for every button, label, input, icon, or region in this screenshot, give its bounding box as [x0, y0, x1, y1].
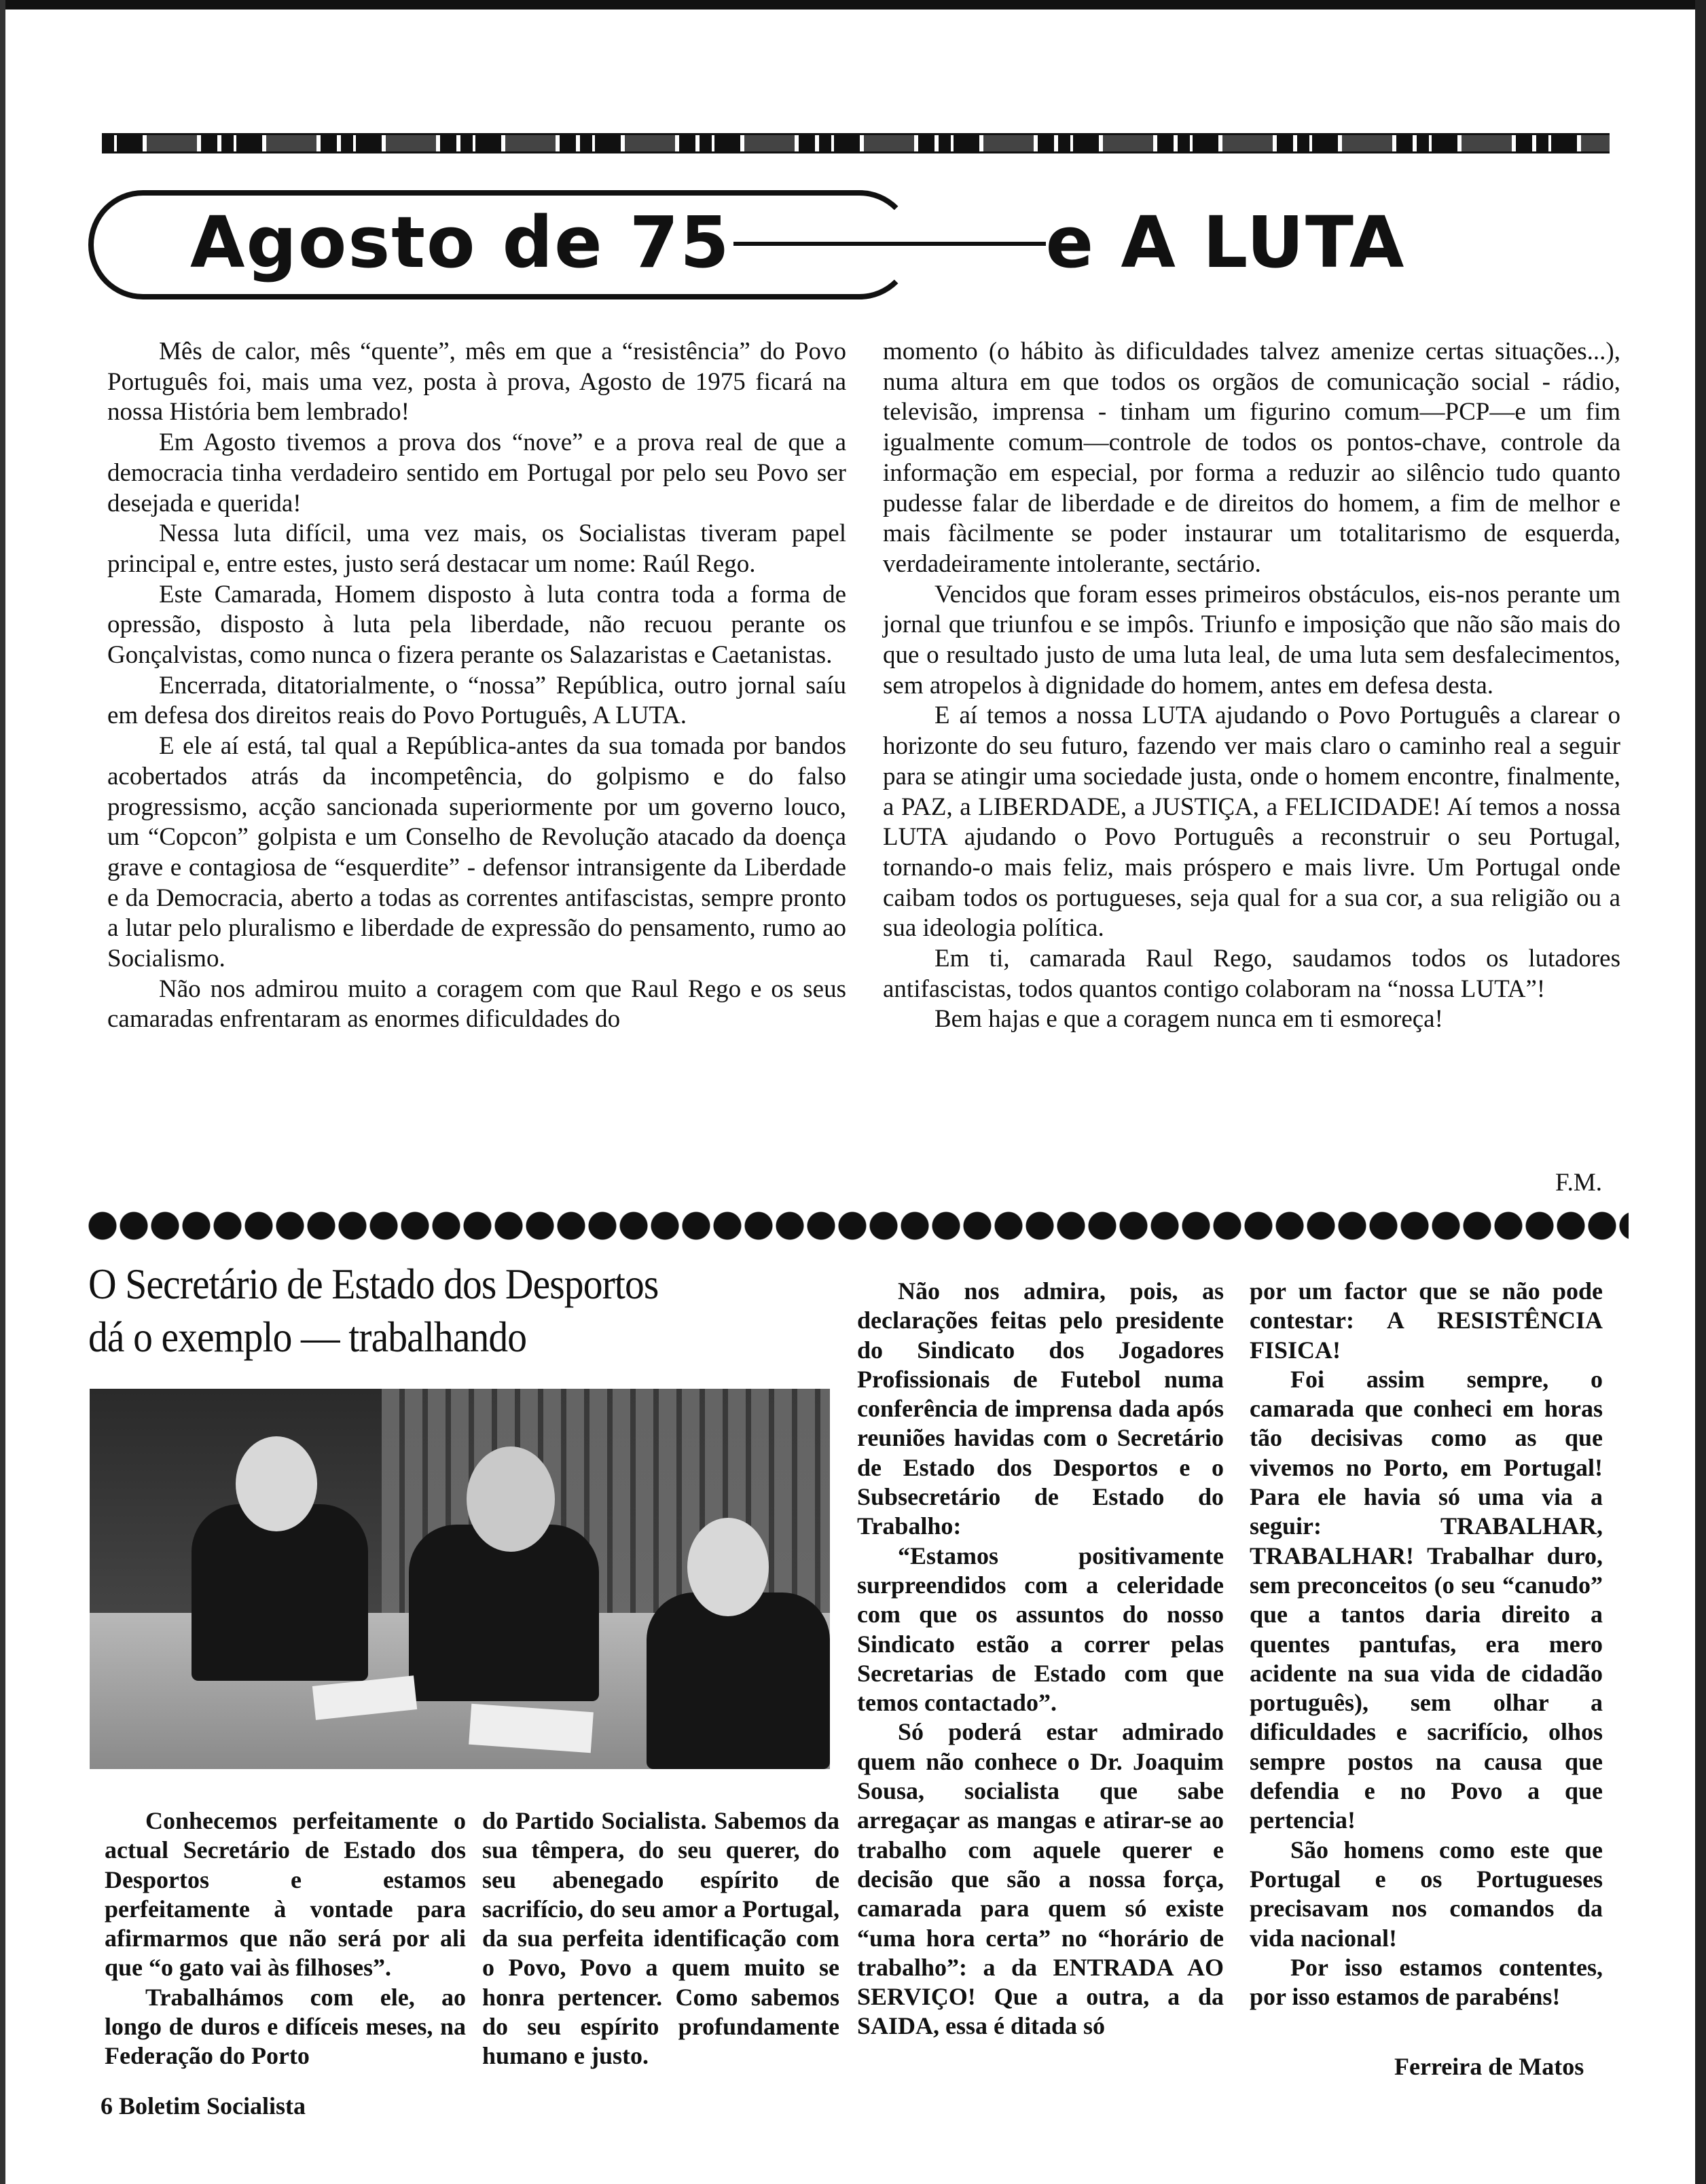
- article2-title-line2: dá o exemplo — trabalhando: [88, 1313, 527, 1361]
- meeting-photo: [90, 1389, 830, 1769]
- paragraph: Encerrada, ditatorialmente, o “nossa” República, outro jornal saíu em defesa dos direitos reais do Povo Português, A LUTA.: [107, 671, 846, 730]
- paragraph: Vencidos que foram esses primeiros obstáculos, eis-nos perante um jornal que triunfou e se impôs. Triunfo e imposição que não são mais do que o resultado justo de uma luta leal, de uma luta sem desfalecimentos, sem atropelos à dignidade do homem, antes em defesa desta.: [883, 580, 1620, 699]
- page-top-border: [0, 0, 1706, 10]
- title-part1: Agosto de 75: [190, 201, 731, 284]
- photo-person-head: [467, 1446, 555, 1552]
- paragraph: Em ti, camarada Raul Rego, saudamos todos os lutadores antifascistas, todos quantos contigo colaboram na “nossa LUTA”!: [883, 945, 1620, 1003]
- article1-headline: [88, 182, 1406, 297]
- article2-signature: Ferreira de Matos: [1394, 2053, 1584, 2080]
- paragraph: E ele aí está, tal qual a República-antes da sua tomada por bandos acobertados atrás da incompetência, do golpismo e do falso progressismo, acção sancionada superiormente por um governo louco, um “Copcon” golpista e um Conselho de Revolução atacado da doença grave e contagiosa de “esquerdite” - defensor intransigente da Liberdade e da Democracia, aberto a todas as correntes antifascistas, sempre pronto a lutar pelo pluralismo e liberdade de expressão do pensamento, rumo ao Socialismo.: [107, 732, 846, 973]
- article2-column4: [1250, 1277, 1603, 2012]
- paragraph: Bem hajas e que a coragem nunca em ti esmoreça!: [934, 1005, 1443, 1034]
- paragraph: Foi assim sempre, o camarada que conheci em horas tão decisivas como as que vivemos no Porto, em Portugal! Para ele havia só uma via a seguir: TRABALHAR, TRABALHAR! Trabalhar duro, sem preconceitos (o seu “canudo” que a tantos daria direito a quentes pantufas, era mero acidente na sua vida de cidadão português), sem olhar a dificuldades e sacrifício, olhos sempre postos na causa que defendia e no Povo a que pertencia!: [1250, 1365, 1603, 1834]
- paragraph: Mês de calor, mês “quente”, mês em que a “resistência” do Povo Português foi, mais uma vez, posta à prova, Agosto de 1975 ficará na nossa História bem lembrado!: [107, 338, 846, 426]
- title-dash: [733, 242, 1046, 246]
- photo-person-head: [236, 1436, 317, 1531]
- decorative-border-strip: [102, 133, 1610, 153]
- paragraph: E aí temos a nossa LUTA ajudando o Povo Português a clarear o horizonte do seu futuro, fazendo ver mais claro o caminho real a seguir para se atingir uma sociedade justa, onde o homem encontre, finalmente, a PAZ, a LIBERDADE, a JUSTIÇA, a FELICIDADE! Aí temos a nossa LUTA ajudando o Povo Português a reconstruir o seu Portugal, tornando-o mais feliz, mais próspero e mais livre. Um Portugal onde caibam todos os portugueses, seja qual for a sua cor, a sua religião ou a sua ideologia política.: [883, 702, 1620, 943]
- page-footer: 6 Boletim Socialista: [101, 2092, 306, 2119]
- photo-paper: [469, 1704, 594, 1753]
- paragraph: “Estamos positivamente surpreendidos com a celeridade com que os assuntos do nosso Sindicato estão a correr pelas Secretarias de Estado com que temos contactado”.: [857, 1542, 1224, 1717]
- article2-column2: [482, 1806, 839, 2071]
- article2-column3: [857, 1277, 1224, 2041]
- paragraph: Nessa luta difícil, uma vez mais, os Socialistas tiveram papel principal e, entre estes, justo será destacar um nome: Raúl Rego.: [107, 520, 846, 578]
- article1-left-column: [107, 337, 846, 1035]
- title-part2: e A LUTA: [1045, 201, 1406, 284]
- paragraph: Este Camarada, Homem disposto à luta contra toda a forma de opressão, disposto à luta pela liberdade, não recuou perante os Gonçalvistas, como nunca o fizera perante os Salazaristas e Caetanistas.: [107, 580, 846, 670]
- paragraph: Não nos admirou muito a coragem com que Raul Rego e os seus camaradas enfrentaram as enormes dificuldades do: [107, 975, 846, 1034]
- paragraph: São homens como este que Portugal e os Portugueses precisavam nos comandos da vida nacional!: [1250, 1836, 1603, 1952]
- paragraph: Só poderá estar admirado quem não conhece o Dr. Joaquim Sousa, socialista que sabe arregaçar as mangas e atirar-se ao trabalho com aquele querer e decisão que são a nossa força, camarada para quem só existe “uma hora certa” no “horário de trabalho”: a da ENTRADA AO SERVIÇO! Que a outra, a da SAIDA, essa é ditada só: [857, 1718, 1224, 2040]
- paragraph: Trabalhámos com ele, ao longo de duros e difíceis meses, na Federação do Porto: [105, 1983, 466, 2070]
- paragraph: Não nos admira, pois, as declarações feitas pelo presidente do Sindicato dos Jogadores Profissionais de Futebol numa conferência de imprensa dada após reuniões havidas com o Secretário de Estado dos Desportos e o Subsecretário de Estado do Trabalho:: [857, 1277, 1224, 1540]
- paragraph: momento (o hábito às dificuldades talvez amenize certas situações...), numa altura em que todos os orgãos de comunicação social - rádio, televisão, imprensa - tinham um figurino comum—PCP—e um fim igualmente comum—controle de todos os pontos-chave, controle da informação em especial, por forma a reduzir ao silêncio tudo quanto pudesse falar de liberdade e de direitos do homem, a fim de melhor e mais fàcilmente se poder instaurar um totalitarismo de esquerda, verdadeiramente intolerante, sectário.: [883, 338, 1620, 578]
- dotted-separator: [87, 1210, 1629, 1241]
- page-left-border: [0, 0, 5, 2184]
- paragraph: Conhecemos perfeitamente o actual Secretário de Estado dos Desportos e estamos perfeitamente à vontade para afirmarmos que não será por ali que “o gato vai às filhoses”.: [105, 1807, 466, 1982]
- article2-column1: [105, 1806, 466, 2071]
- article2-title-line1: O Secretário de Estado dos Desportos: [88, 1260, 659, 1308]
- paragraph: por um factor que se não pode contestar: A RESISTÊNCIA FISICA!: [1250, 1277, 1603, 1364]
- photo-person-head: [687, 1518, 769, 1616]
- photo-person: [647, 1592, 830, 1769]
- article1-right-column: [883, 337, 1620, 1035]
- page-right-border: [1695, 0, 1706, 2184]
- article1-title: [190, 201, 1405, 284]
- paragraph: Por isso estamos contentes, por isso estamos de parabéns!: [1250, 1953, 1603, 2011]
- article2-title: [88, 1258, 658, 1364]
- paragraph: do Partido Socialista. Sabemos da sua têmpera, do seu querer, do seu abenegado espírito de sacrifício, do seu amor a Portugal, da sua perfeita identificação com o Povo, Povo a quem muito se honra pertencer. Como sabemos do seu espírito profundamente humano e justo.: [482, 1807, 839, 2070]
- paragraph: Em Agosto tivemos a prova dos “nove” e a prova real de que a democracia tinha verdadeiro sentido em Portugal por pelo seu Povo ser desejada e querida!: [107, 429, 846, 517]
- article1-signature: F.M.: [1555, 1169, 1603, 1197]
